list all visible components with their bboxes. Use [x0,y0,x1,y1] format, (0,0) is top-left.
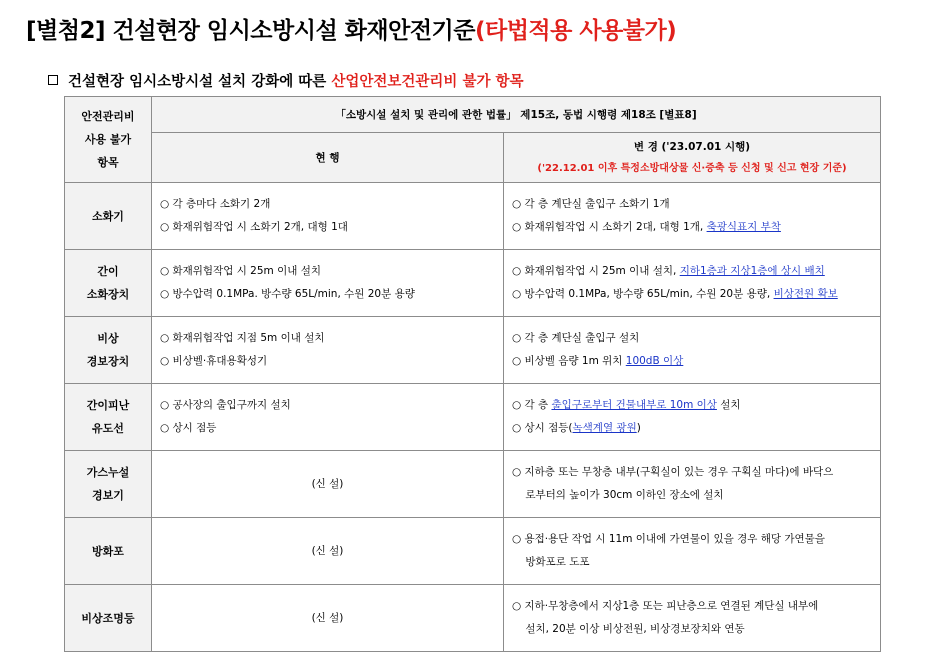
row-item-name [65,518,152,585]
cell-line [512,394,872,417]
title-main: [별첨2] 건설현장 임시소방시설 화재안전기준 [26,18,475,44]
cell-line [160,283,495,306]
plain-text: ○ 비상벨·휴대용확성기 [160,355,268,367]
plain-text: 설치 [716,399,741,411]
corner-line: 항목 [97,156,119,169]
plain-text: ○ 상시 점등( [512,422,573,434]
cell-line [512,350,872,373]
table-row [65,451,881,518]
table-row [65,250,881,317]
table-row [65,317,881,384]
row-item-name [65,384,152,451]
row-item-name [65,451,152,518]
item-name-line: 유도선 [92,422,124,435]
highlight-text: 비상전원 확보 [773,288,838,300]
plain-text: ) [636,422,641,434]
plain-text: 로부터의 높이가 30cm 이하인 장소에 설치 [512,489,724,501]
plain-text: ○ 각 층 [512,399,552,411]
new-item-label: (신 설) [311,611,344,624]
corner-line: 사용 불가 [84,133,132,146]
corner-line: 안전관리비 [81,110,135,123]
cell-line [512,618,872,641]
item-name-line: 소화기 [92,209,124,223]
plain-text: ○ 각 층마다 소화기 2개 [160,198,271,210]
item-name-line: 소화장치 [86,288,130,301]
row-item-name [65,585,152,652]
cell-line [160,394,495,417]
corner-header [65,97,152,183]
cell-line [512,283,872,306]
highlight-text: 지하1층과 지상1층에 상시 배치 [679,265,825,277]
cell-line [512,484,872,507]
table-row [65,384,881,451]
change-cell [504,518,881,585]
item-name-line: 방화포 [92,544,124,558]
plain-text: ○ 화재위험작업 지점 5m 이내 설치 [160,332,325,344]
row-item-name [65,183,152,250]
plain-text: ○ 방수압력 0.1MPa, 방수량 65L/min, 수원 20분 용량, [512,288,774,300]
item-name-line: 비상조명등 [81,611,135,625]
current-header: 현 행 [152,133,504,183]
law-header: 「소방시설 설치 및 관리에 관한 법률」 제15조, 동법 시행령 제18조 [별표8] [152,97,881,133]
plain-text: ○ 각 층 계단실 출입구 소화기 1개 [512,198,670,210]
cell-line [512,551,872,574]
cell-line [160,350,495,373]
change-cell [504,317,881,384]
item-name-line: 가스누설 [86,466,130,479]
change-note: ('22.12.01 이후 특정소방대상물 신·증축 등 신청 및 신고 현장 기준) [537,162,847,174]
current-cell [152,317,504,384]
plain-text: 방화포로 도포 [512,556,590,568]
cell-line [160,417,495,440]
table-row [65,518,881,585]
new-item-label: (신 설) [311,477,344,490]
plain-text: ○ 용접·용단 작업 시 11m 이내에 가연물이 있을 경우 해당 가연물을 [512,533,825,545]
cell-line [160,216,495,239]
cell-line [160,193,495,216]
cell-line [512,216,872,239]
item-name-line: 간이피난 [86,399,130,412]
item-name-line: 경보장치 [86,355,130,368]
cell-line [512,461,872,484]
change-cell [504,384,881,451]
new-item-label: (신 설) [311,544,344,557]
current-cell [152,250,504,317]
cell-line [512,327,872,350]
highlight-text: 녹색계열 광원 [572,422,637,434]
change-cell [504,585,881,652]
cell-line [512,260,872,283]
item-name-line: 비상 [97,332,119,345]
cell-line [512,528,872,551]
cell-line [160,327,495,350]
current-cell [152,518,504,585]
table-row [65,585,881,652]
plain-text: ○ 각 층 계단실 출입구 설치 [512,332,640,344]
highlight-text: 100dB 이상 [625,355,684,367]
current-cell [152,585,504,652]
highlight-text: 출입구로부터 건물내부로 10m 이상 [551,399,717,411]
square-bullet-icon [48,75,58,85]
row-item-name [65,250,152,317]
current-cell [152,451,504,518]
subtitle-red: 산업안전보건관리비 불가 항목 [331,74,524,90]
page-title [26,12,676,45]
plain-text: ○ 지하층 또는 무창층 내부(구획실이 있는 경우 구획실 마다)에 바닥으 [512,466,834,478]
change-title: 변 경 ('23.07.01 시행) [633,140,751,153]
plain-text: ○ 지하·무창층에서 지상1층 또는 피난층으로 연결된 계단실 내부에 [512,600,819,612]
highlight-text: 축광식표지 부착 [706,221,781,233]
plain-text: ○ 화재위험작업 시 25m 이내 설치 [160,265,322,277]
row-item-name [65,317,152,384]
title-red: (타법적용 사용불가) [474,18,677,44]
plain-text: ○ 화재위험작업 시 소화기 2개, 대형 1대 [160,221,348,233]
cell-line [512,193,872,216]
current-cell [152,183,504,250]
change-cell [504,183,881,250]
change-cell [504,250,881,317]
plain-text: ○ 화재위험작업 시 25m 이내 설치, [512,265,680,277]
plain-text: 설치, 20분 이상 비상전원, 비상경보장치와 연동 [512,623,745,635]
item-name-line: 경보기 [92,489,124,502]
table-row [65,183,881,250]
subtitle-main: 건설현장 임시소방시설 설치 강화에 따른 [68,74,332,90]
plain-text: ○ 화재위험작업 시 소화기 2대, 대형 1개, [512,221,707,233]
cell-line [512,595,872,618]
comparison-table [64,96,881,652]
plain-text: ○ 상시 점등 [160,422,217,434]
plain-text: ○ 비상벨 음량 1m 위치 [512,355,626,367]
change-header [504,133,881,183]
item-name-line: 간이 [97,265,119,278]
change-cell [504,451,881,518]
current-cell [152,384,504,451]
section-heading [48,70,524,91]
cell-line [512,417,872,440]
plain-text: ○ 공사장의 출입구까지 설치 [160,399,291,411]
cell-line [160,260,495,283]
plain-text: ○ 방수압력 0.1MPa. 방수량 65L/min, 수원 20분 용량 [160,288,415,300]
